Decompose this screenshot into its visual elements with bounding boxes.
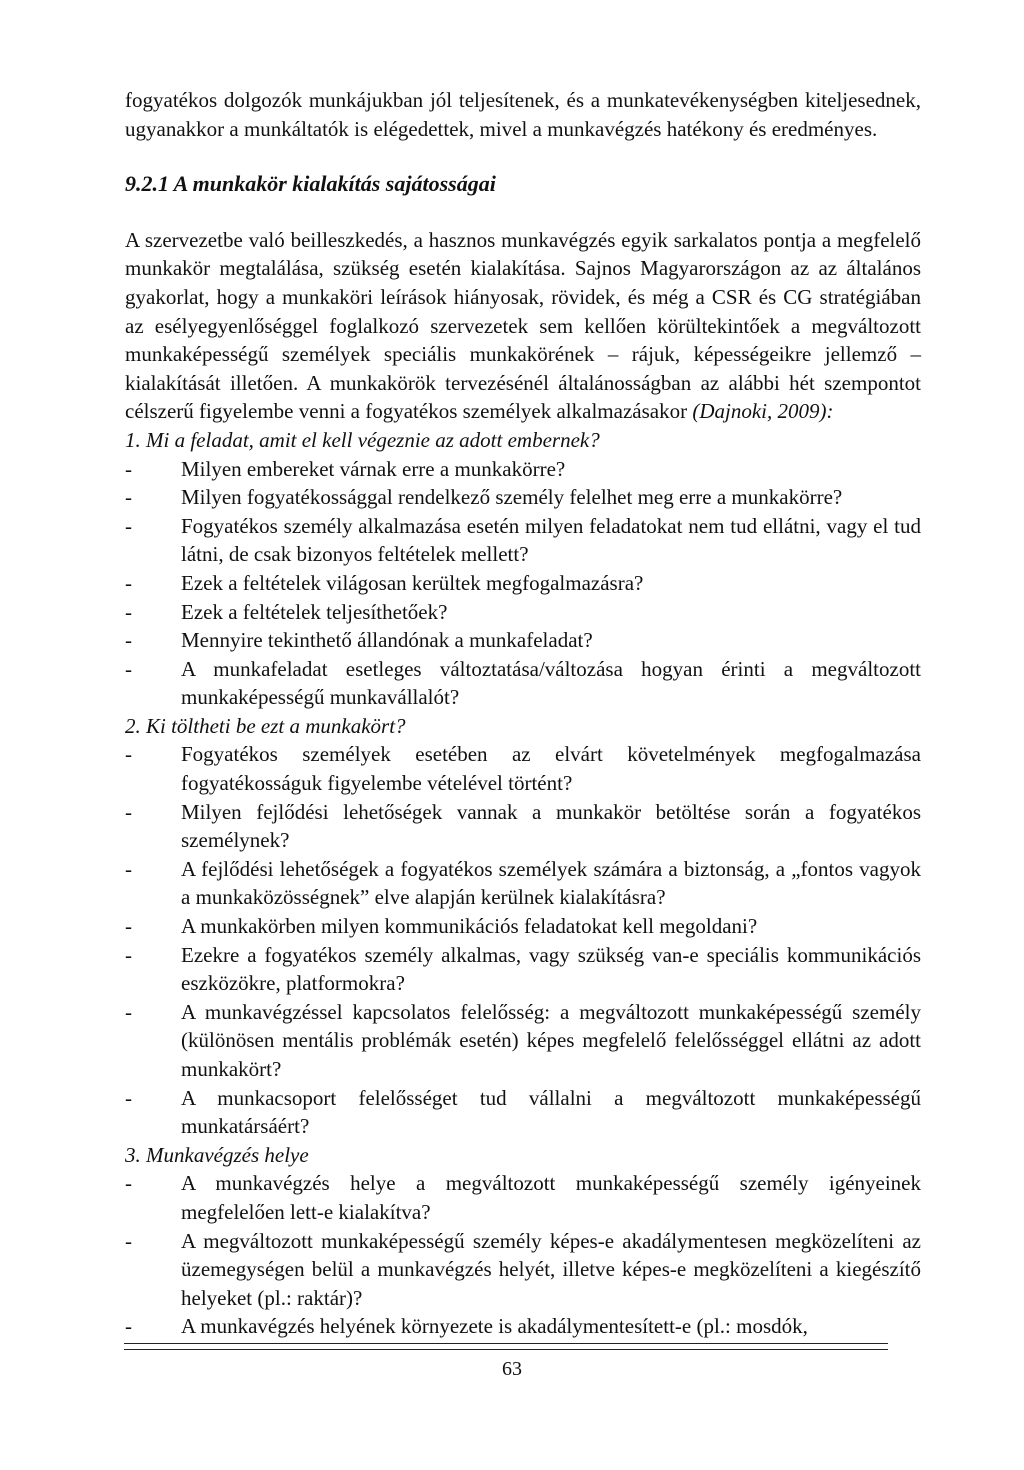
bullet-list [125, 455, 921, 712]
dash-bullet: - [125, 942, 132, 967]
list-item-text: A megváltozott munkaképességű személy képes-e akadálymentesen megközelíteni az üzemegységen belül a munkavégzés helyét, illetve képes-e megközelíteni a kiegészítő helyeket (pl.: raktár)? [181, 1228, 921, 1310]
list-item-text: Ezek a feltételek teljesíthetőek? [181, 599, 448, 624]
list-item [125, 740, 921, 797]
dash-bullet: - [125, 1171, 132, 1196]
body-text: A szervezetbe való beilleszkedés, a hasznos munkavégzés egyik sarkalatos pontja a megfelelő munkakör megtalálása, szükség esetén kialakítása. Sajnos Magyarországon az az általános gyakorlat, hogy a munkaköri leírások hiányosak, rövidek, és még a CSR és CG stratégiában az esélyegyenlőséggel foglalkozó szervezetek sem kellően körültekintőek a megváltozott munkaképességű személyek speciális munkakörének – rájuk, képességeikre jellemző – kialakítását illetően. A munkakörök tervezésénél általánosságban az alábbi hét szempontot célszerű figyelembe venni a fogyatékos személyek alkalmazásakor [125, 227, 921, 424]
dash-bullet: - [125, 570, 132, 595]
dash-bullet: - [125, 856, 132, 881]
list-item [125, 483, 921, 512]
dash-bullet: - [125, 513, 132, 538]
question-heading: 2. Ki töltheti be ezt a munkakört? [125, 713, 406, 738]
list-item [125, 798, 921, 855]
list-item [125, 1312, 921, 1341]
list-item-text: A munkavégzéssel kapcsolatos felelősség: a megváltozott munkaképességű személy (különösen mentális problémák esetén) képes megfelelő felelősséggel ellátni az adott munkakört? [181, 999, 921, 1081]
page-content [125, 86, 921, 1341]
dash-bullet: - [125, 628, 132, 653]
list-item [125, 941, 921, 998]
list-item [125, 655, 921, 712]
list-item-text: A fejlődési lehetőségek a fogyatékos személyek számára a biztonság, a „fontos vagyok a munkaközösségnek” elve alapján kerülnek kialakításra? [181, 856, 921, 910]
footer-rule [124, 1343, 888, 1344]
list-item-text: Milyen fogyatékossággal rendelkező személy felelhet meg erre a munkakörre? [181, 485, 843, 510]
list-item-text: Mennyire tekinthető állandónak a munkafeladat? [181, 628, 593, 653]
dash-bullet: - [125, 1085, 132, 1110]
list-item [125, 512, 921, 569]
dash-bullet: - [125, 656, 132, 681]
list-item [125, 1227, 921, 1313]
list-item [125, 626, 921, 655]
list-item [125, 998, 921, 1084]
list-item [125, 912, 921, 941]
list-item-text: A munkakörben milyen kommunikációs feladatokat kell megoldani? [181, 914, 758, 939]
list-item-text: A munkacsoport felelősséget tud vállalni a megváltozott munkaképességű munkatársáért? [181, 1085, 921, 1139]
list-item [125, 569, 921, 598]
list-item [125, 598, 921, 627]
dash-bullet: - [125, 1314, 132, 1339]
list-item-text: A munkavégzés helyének környezete is akadálymentesített-e (pl.: mosdók, [181, 1314, 808, 1339]
list-item [125, 855, 921, 912]
list-item-text: Fogyatékos személy alkalmazása esetén milyen feladatokat nem tud ellátni, vagy el tud látni, de csak bizonyos feltételek mellett? [181, 513, 921, 567]
dash-bullet: - [125, 799, 132, 824]
list-item [125, 1169, 921, 1226]
citation: (Dajnoki, 2009): [692, 399, 834, 424]
dash-bullet: - [125, 1228, 132, 1253]
list-item-text: A munkafeladat esetleges változtatása/változása hogyan érinti a megváltozott munkaképességű munkavállalót? [181, 656, 921, 710]
dash-bullet: - [125, 599, 132, 624]
list-item-text: Milyen fejlődési lehetőségek vannak a munkakör betöltése során a fogyatékos személynek? [181, 799, 921, 853]
dash-bullet: - [125, 742, 132, 767]
body-paragraph [125, 226, 921, 426]
bullet-list [125, 740, 921, 1140]
dash-bullet: - [125, 456, 132, 481]
list-item-text: Ezek a feltételek világosan kerültek megfogalmazásra? [181, 570, 644, 595]
page-number: 63 [502, 1358, 522, 1380]
footer-rule-secondary [124, 1349, 888, 1350]
question-heading: 1. Mi a feladat, amit el kell végeznie az adott embernek? [125, 427, 600, 452]
intro-paragraph: fogyatékos dolgozók munkájukban jól teljesítenek, és a munkatevékenységben kiteljesednek, ugyanakkor a munkáltatók is elégedettek, mivel a munkavégzés hatékony és eredményes. [125, 88, 921, 141]
list-item-text: Ezekre a fogyatékos személy alkalmas, vagy szükség van-e speciális kommunikációs eszközökre, platformokra? [181, 942, 921, 996]
dash-bullet: - [125, 999, 132, 1024]
list-item [125, 455, 921, 484]
question-heading: 3. Munkavégzés helye [125, 1142, 309, 1167]
question-sections [125, 426, 921, 1341]
bullet-list [125, 1169, 921, 1341]
list-item-text: Milyen embereket várnak erre a munkakörre? [181, 456, 566, 481]
list-item-text: A munkavégzés helye a megváltozott munkaképességű személy igényeinek megfelelően lett-e kialakítva? [181, 1171, 921, 1224]
section-heading: 9.2.1 A munkakör kialakítás sajátosságai [125, 171, 496, 197]
dash-bullet: - [125, 914, 132, 939]
list-item [125, 1084, 921, 1141]
list-item-text: Fogyatékos személyek esetében az elvárt követelmények megfogalmazása fogyatékosságuk figyelembe vételével történt? [181, 742, 921, 796]
dash-bullet: - [125, 485, 132, 510]
